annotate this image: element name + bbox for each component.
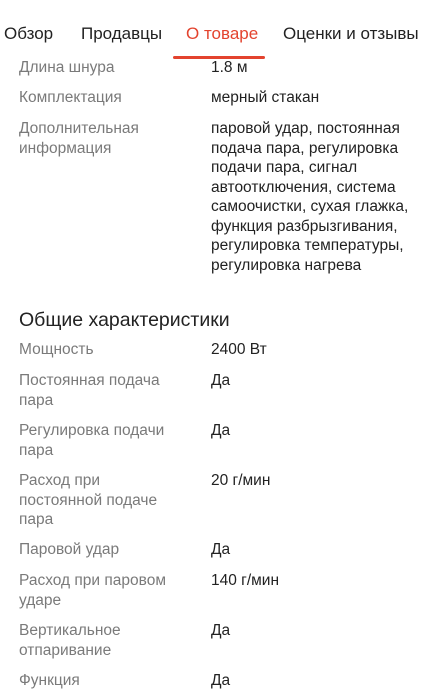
tab-about-product[interactable]: О товаре <box>186 24 259 43</box>
spec-label: Комплектация <box>19 89 122 106</box>
spec-label: Регулировка подачи пара <box>19 422 165 459</box>
spec-value: паровой удар, постоянная подача пара, регулировка подачи пара, сигнал автоотключения, система самоочистки, сухая глажка, функция разбрызгивания, регулировка температуры, регулировка нагрева <box>211 120 409 274</box>
spec-label: Расход при постоянной подаче пара <box>19 472 158 528</box>
spec-label: Дополнительная информация <box>19 120 139 157</box>
spec-label: Постоянная подача пара <box>19 372 160 409</box>
spec-label: Функция <box>19 672 80 689</box>
spec-value: мерный стакан <box>211 89 320 106</box>
spec-label: Длина шнура <box>19 59 115 76</box>
section-title-general: Общие характеристики <box>19 309 230 331</box>
spec-value: Да <box>211 422 231 439</box>
spec-value: 140 г/мин <box>211 572 280 589</box>
spec-value: 2400 Вт <box>211 341 267 358</box>
spec-value: Да <box>211 672 231 689</box>
tab-reviews[interactable]: Оценки и отзывы <box>283 24 419 43</box>
spec-value: 1.8 м <box>211 59 248 76</box>
spec-label: Расход при паровом ударе <box>19 572 166 609</box>
spec-label: Мощность <box>19 341 94 358</box>
spec-value: Да <box>211 372 231 389</box>
spec-label: Вертикальное отпаривание <box>19 622 121 659</box>
tab-sellers[interactable]: Продавцы <box>81 24 163 43</box>
tab-overview[interactable]: Обзор <box>4 24 54 43</box>
spec-label: Паровой удар <box>19 541 120 558</box>
spec-value: Да <box>211 622 231 639</box>
spec-value: Да <box>211 541 231 558</box>
tab-bar <box>0 0 439 60</box>
spec-value: 20 г/мин <box>211 472 271 489</box>
